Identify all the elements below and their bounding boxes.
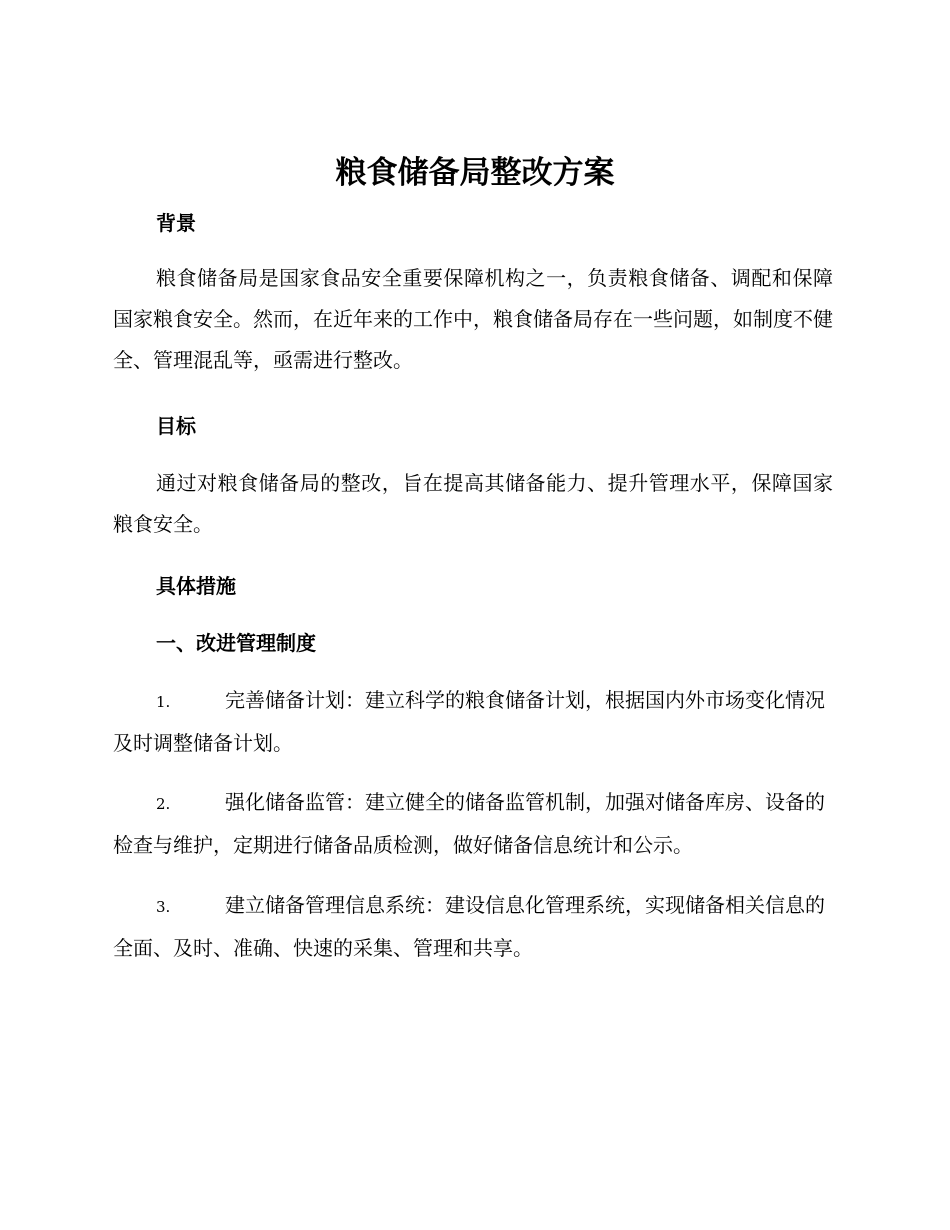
subsection-heading-management: 一、改进管理制度 xyxy=(156,631,316,655)
section-heading-goal: 目标 xyxy=(156,414,196,438)
list-item-number: 3. xyxy=(156,898,171,916)
list-item-text: 建立储备管理信息系统：建设信息化管理系统，实现储备相关信息的全面、及时、准确、快速的采集、管理和共享。 xyxy=(113,893,825,960)
list-item-number: 1. xyxy=(156,693,171,711)
goal-paragraph: 通过对粮食储备局的整改，旨在提高其储备能力、提升管理水平，保障国家粮食安全。 xyxy=(113,471,833,536)
document-title: 粮食储备局整改方案 xyxy=(335,155,615,191)
list-item xyxy=(113,680,833,764)
section-heading-background: 背景 xyxy=(156,211,196,235)
list-item-text: 完善储备计划：建立科学的粮食储备计划，根据国内外市场变化情况及时调整储备计划。 xyxy=(113,688,825,755)
section-heading-measures: 具体措施 xyxy=(156,574,236,598)
list-item-text: 强化储备监管：建立健全的储备监管机制，加强对储备库房、设备的检查与维护，定期进行储备品质检测，做好储备信息统计和公示。 xyxy=(113,790,825,857)
list-item-number: 2. xyxy=(156,795,171,813)
background-paragraph: 粮食储备局是国家食品安全重要保障机构之一，负责粮食储备、调配和保障国家粮食安全。然而，在近年来的工作中，粮食储备局存在一些问题，如制度不健全、管理混乱等，亟需进行整改。 xyxy=(113,266,833,372)
list-item xyxy=(113,885,833,969)
list-item xyxy=(113,782,833,866)
